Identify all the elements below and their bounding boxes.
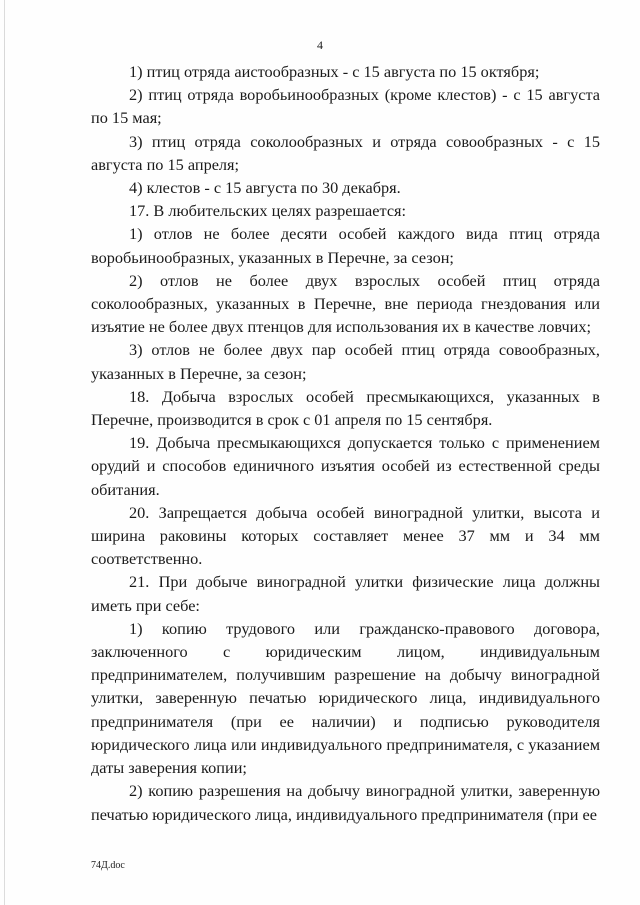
paragraph: 1) птиц отряда аистообразных - с 15 августа по 15 октября;: [129, 62, 540, 81]
paragraph: 3) птиц отряда соколообразных и отряда совообразных - с 15 августа по 15 апреля;: [91, 131, 600, 174]
paragraph: 17. В любительских целях разрешается:: [129, 201, 407, 221]
paragraph: 2) копию разрешения на добычу виноградной улитки, заверенную печатью юридического лица, индивидуального предпринимателя (при ее: [91, 781, 600, 824]
paragraph: 18. Добыча взрослых особей пресмыкающихся, указанных в Перечне, производится в срок с 01 апреля по 15 сентября.: [91, 386, 600, 430]
page-number: 4: [317, 38, 323, 52]
paragraph: 2) птиц отряда воробьинообразных (кроме клестов) - с 15 августа по 15 мая;: [91, 85, 600, 128]
paragraph: 2) отлов не более двух взрослых особей птиц отряда соколообразных, указанных в Перечне, вне периода гнездования или изъятие не более двух птенцов для использования их в качестве ловчих;: [91, 270, 600, 337]
document-body: [91, 60, 600, 826]
paragraph: 21. При добыче виноградной улитки физические лица должны иметь при себе:: [91, 572, 600, 615]
paragraph: 1) отлов не более десяти особей каждого вида птиц отряда воробьинообразных, указанных в Перечне, за сезон;: [91, 224, 600, 267]
paragraph: 3) отлов не более двух пар особей птиц отряда совообразных, указанных в Перечне, за сезон;: [91, 340, 600, 383]
paragraph: 4) клестов - с 15 августа по 30 декабря.: [129, 178, 401, 198]
paragraph: 1) копию трудового или гражданско-правового договора, заключенного с юридическим лицом, индивидуальным предпринимателем, получившим разрешение на добычу виноградной улитки, заверенную печатью юридического лица, индивидуального предпринимателя (при ее наличии) и подписью руководителя юридического лица или индивидуального предпринимателя, с указанием даты заверения копии;: [91, 618, 600, 778]
paragraph: 20. Запрещается добыча особей виноградной улитки, высота и ширина раковины которых составляет менее 37 мм и 34 мм соответственно.: [91, 502, 600, 569]
paragraph: 19. Добыча пресмыкающихся допускается только с применением орудий и способов единичного изъятия особей из естественной среды обитания.: [91, 433, 600, 499]
page-edge: [4, 0, 5, 905]
footer-filename: 74Д.doc: [91, 860, 125, 871]
